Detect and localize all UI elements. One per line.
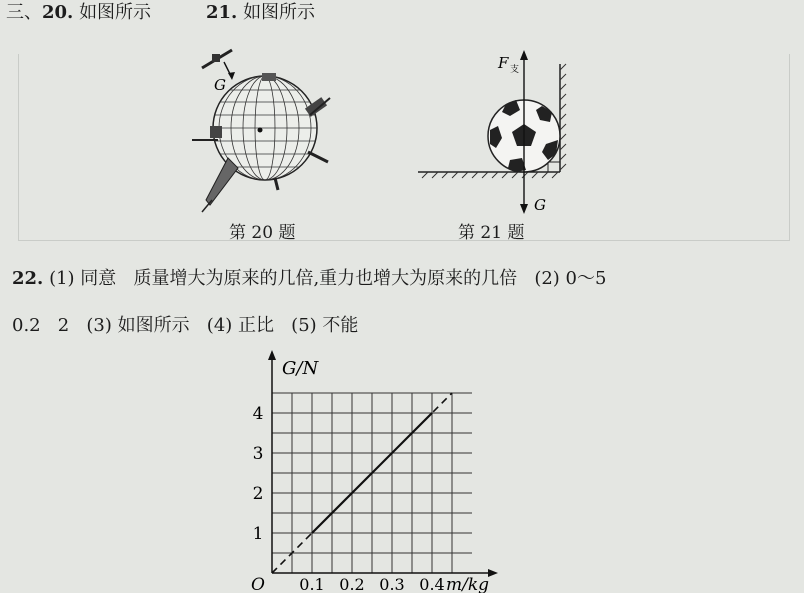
q21-heading xyxy=(206,0,315,24)
satellite-top-left-icon xyxy=(202,50,232,68)
y-tick-label: 2 xyxy=(252,484,264,504)
x-tick-label: 0.2 xyxy=(339,575,365,593)
stand-icon xyxy=(275,178,278,190)
fig20-caption: 第 20 题 xyxy=(229,223,296,243)
q20-heading xyxy=(6,0,151,24)
g-m-chart xyxy=(240,348,540,593)
figure-21-ball xyxy=(410,44,580,220)
x-tick-label: 0.3 xyxy=(379,575,405,593)
chart-grid xyxy=(272,393,472,573)
y-tick-label: 1 xyxy=(252,524,264,544)
section-label: 三、 xyxy=(6,2,42,23)
fig21-caption: 第 21 题 xyxy=(458,223,525,243)
globe-station-top xyxy=(262,73,276,81)
fig20-force-label: G xyxy=(214,76,226,94)
q22-number: 22. xyxy=(12,268,44,289)
satellite-left-icon xyxy=(192,126,222,140)
y-tick-label: 3 xyxy=(252,444,264,464)
fig21-force-down: G xyxy=(534,196,546,214)
q21-text: 如图所示 xyxy=(243,2,316,23)
x-tick-label: 0.1 xyxy=(299,575,325,593)
x-tick-label: 0.4 xyxy=(419,575,445,593)
center-dot xyxy=(258,128,263,133)
q21-number: 21. xyxy=(206,2,238,23)
q22-line-1 xyxy=(12,264,606,290)
x-axis-label: m/kg xyxy=(446,575,490,593)
q22-line-2: 0.2 2 (3) 如图所示 (4) 正比 (5) 不能 xyxy=(12,315,359,336)
fig21-force-up-sub: 支 xyxy=(510,65,520,75)
q20-text: 如图所示 xyxy=(79,2,152,23)
y-axis-arrow-icon xyxy=(268,350,276,360)
q22-line-1-text: (1) 同意 质量增大为原来的几倍,重力也增大为原来的几倍 (2) 0～5 xyxy=(49,268,607,289)
q20-number: 20. xyxy=(42,2,74,23)
satellite-lower-right-icon xyxy=(308,152,328,162)
y-axis-label: G/N xyxy=(282,358,319,379)
origin-label: O xyxy=(251,575,265,593)
fig21-force-up: F xyxy=(498,54,509,72)
figure-frame xyxy=(18,54,790,241)
right-angle-mark xyxy=(548,162,560,172)
chart-series xyxy=(272,393,452,573)
tower-icon xyxy=(206,158,238,205)
y-tick-label: 4 xyxy=(252,404,264,424)
figure-20-earth xyxy=(180,40,340,220)
x-axis-arrow-icon xyxy=(488,569,498,577)
